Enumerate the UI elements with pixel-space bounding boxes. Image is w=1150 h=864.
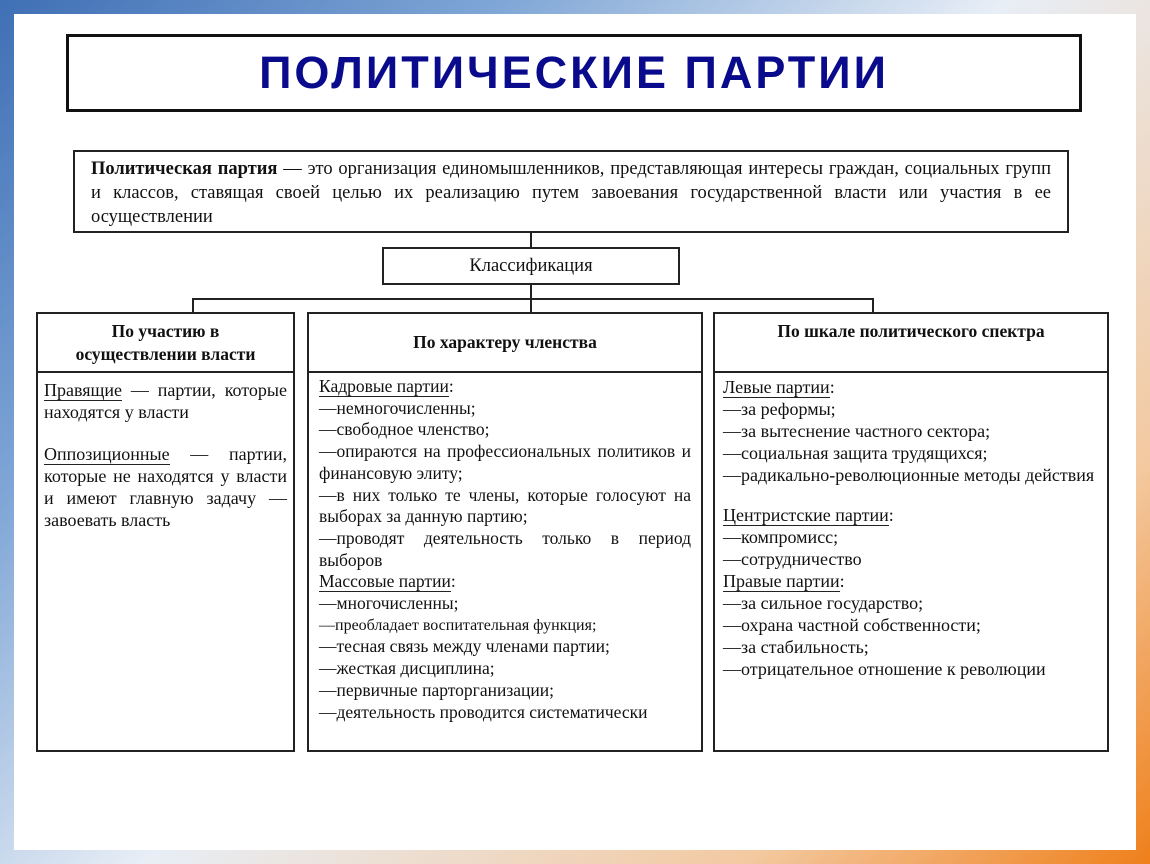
column-1-group-ruling [44,379,287,423]
list-item: —за сильное государство; [723,593,924,613]
group-name-opposition: Оппозиционные [44,444,170,464]
list-item: —социальная защита трудящихся; [723,443,988,463]
definition-text: — это организация единомышленников, представляющая интересы граждан, социальных групп и классов, ставящая своей целью их реализацию путем завоевания государственной власти или участия в ее осуществлении [91,159,1051,227]
connector-class-down [530,285,532,299]
column-1-heading [36,312,295,373]
connector-def-to-class [530,233,532,247]
list-item: —за вытеснение частного сектора; [723,421,991,441]
group-name-cadre: Кадровые партии [319,376,449,396]
list-item: —многочисленны; [319,593,459,614]
list-item: —свободное членство; [319,419,490,440]
list-item: —проводят деятельность только в период выборов [319,527,691,570]
list-item: —жесткая дисциплина; [319,658,495,679]
colon: : [829,377,835,397]
group-name-right: Правые партии [723,571,840,591]
list-item: —деятельность проводится систематически [319,701,648,722]
column-3-heading-text: По шкале политического спектра [777,321,1045,341]
column-3-heading [713,312,1109,373]
colon: : [888,505,894,525]
group-desc-opposition: — партии, которые не находятся у власти и имеют главную задачу — завоевать власть [44,444,287,530]
group-name-ruling: Правящие [44,380,123,400]
list-item: —радикально-революционные методы действия [723,465,1095,485]
group-name-center: Центристские партии [723,505,889,525]
group-desc-ruling: — партии, которые находятся у власти [44,380,287,422]
list-item: —охрана частной собственности; [723,615,981,635]
group-name-mass: Массовые партии [319,571,451,592]
list-item: —отрицательное отношение к революции [723,659,1046,679]
list-item: —в них только те члены, которые голосуют на выборах за данную партию; [319,484,691,527]
definition-box [73,150,1069,233]
classification-label: Классификация [469,255,593,276]
list-item: —компромисс; [723,527,839,547]
list-item: —немногочисленны; [319,397,476,418]
connector-horizontal [192,298,874,300]
column-2-body [307,373,703,752]
colon: : [450,571,456,592]
column-1-heading-text: По участию в осуществлении власти [75,320,256,364]
column-2-heading [307,312,703,373]
list-item: —преобладает воспитательная функция; [319,616,597,634]
list-item: —за реформы; [723,399,836,419]
list-item: —опираются на профессиональных политиков и финансовую элиту; [319,441,691,483]
column-2-heading-text: По характеру членства [413,332,597,352]
list-item: —сотрудничество [723,549,862,569]
column-1-body [36,373,295,752]
definition-term: Политическая партия [91,159,278,179]
title-box [66,34,1082,112]
slide [14,14,1136,850]
group-center [723,504,1099,526]
list-item: —первичные парторганизации; [319,679,554,700]
list-item: —за стабильность; [723,637,869,657]
list-item: —тесная связь между членами партии; [319,636,610,657]
column-1-group-opposition [44,443,287,531]
group-name-left: Левые партии [723,377,830,397]
column-3-body [713,373,1109,752]
page-title: ПОЛИТИЧЕСКИЕ ПАРТИИ [259,47,889,98]
classification-box [382,247,680,285]
colon: : [448,376,454,396]
colon: : [839,571,845,591]
